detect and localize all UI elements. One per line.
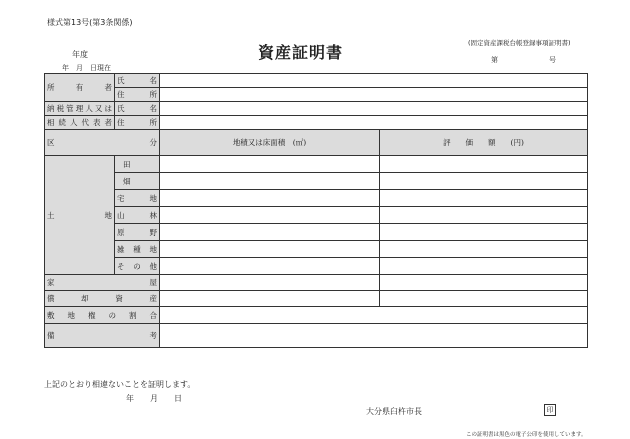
area-field[interactable] — [160, 241, 380, 258]
site-right-ratio-label: 敷 地 権 の 割 合 — [45, 307, 160, 324]
mayor-title: 大分県臼杵市長 — [366, 407, 422, 416]
land-label: 土 地 — [45, 156, 115, 275]
area-field[interactable] — [160, 173, 380, 190]
register-note: (固定資産課税台帳登録事項証明書) — [468, 39, 571, 47]
owner-name-field[interactable] — [160, 74, 588, 88]
land-type-residential: 宅 地 — [115, 190, 160, 207]
certification-statement: 上記のとおり相違ないことを証明します。 — [44, 380, 196, 389]
asset-certificate-table — [44, 73, 588, 348]
owner-label: 所 有 者 — [45, 74, 115, 102]
house-label: 家 屋 — [45, 275, 160, 291]
land-type-other: その他 — [115, 258, 160, 275]
owner-address-field[interactable] — [160, 88, 588, 102]
as-of-date: 年 月 日現在 — [62, 64, 111, 72]
value-field[interactable] — [380, 291, 588, 307]
land-type-misc: 雑種地 — [115, 241, 160, 258]
agent-name-label: 氏 名 — [115, 102, 160, 116]
seal-icon: 印 — [544, 404, 556, 416]
owner-name-label: 氏 名 — [115, 74, 160, 88]
electronic-seal-note: この証明書は黒色の電子公印を使用しています。 — [466, 432, 587, 438]
value-field[interactable] — [380, 258, 588, 275]
value-field[interactable] — [380, 173, 588, 190]
remarks-field[interactable] — [160, 324, 588, 348]
land-type-rice-paddy: 田 — [115, 156, 160, 173]
area-field[interactable] — [160, 156, 380, 173]
land-type-forest: 山 林 — [115, 207, 160, 224]
value-field[interactable] — [380, 241, 588, 258]
form-number: 様式第13号(第3条関係) — [47, 18, 133, 27]
agent-label-line1: 納税管理人又は — [45, 102, 115, 116]
agent-name-field[interactable] — [160, 102, 588, 116]
certification-date: 年 月 日 — [126, 394, 182, 403]
document-title: 資産証明書 — [258, 43, 344, 62]
agent-label-line2: 相続人代表者 — [45, 116, 115, 130]
agent-address-label: 住 所 — [115, 116, 160, 130]
fiscal-year-label: 年度 — [72, 50, 88, 59]
area-field[interactable] — [160, 207, 380, 224]
area-field[interactable] — [160, 224, 380, 241]
site-right-ratio-field[interactable] — [160, 307, 588, 324]
area-header: 地積又は床面積 (㎡) — [160, 130, 380, 156]
owner-address-label: 住 所 — [115, 88, 160, 102]
land-type-field: 畑 — [115, 173, 160, 190]
area-field[interactable] — [160, 291, 380, 307]
value-field[interactable] — [380, 224, 588, 241]
value-field[interactable] — [380, 190, 588, 207]
number-dai: 第 — [491, 56, 498, 64]
area-field[interactable] — [160, 275, 380, 291]
area-field[interactable] — [160, 258, 380, 275]
remarks-label: 備 考 — [45, 324, 160, 348]
depreciable-assets-label: 償 却 資 産 — [45, 291, 160, 307]
land-type-wilderness: 原 野 — [115, 224, 160, 241]
number-go: 号 — [549, 56, 556, 64]
assessed-value-header: 評 価 額 (円) — [380, 130, 588, 156]
value-field[interactable] — [380, 156, 588, 173]
value-field[interactable] — [380, 275, 588, 291]
category-header: 区 分 — [45, 130, 160, 156]
value-field[interactable] — [380, 207, 588, 224]
area-field[interactable] — [160, 190, 380, 207]
agent-address-field[interactable] — [160, 116, 588, 130]
